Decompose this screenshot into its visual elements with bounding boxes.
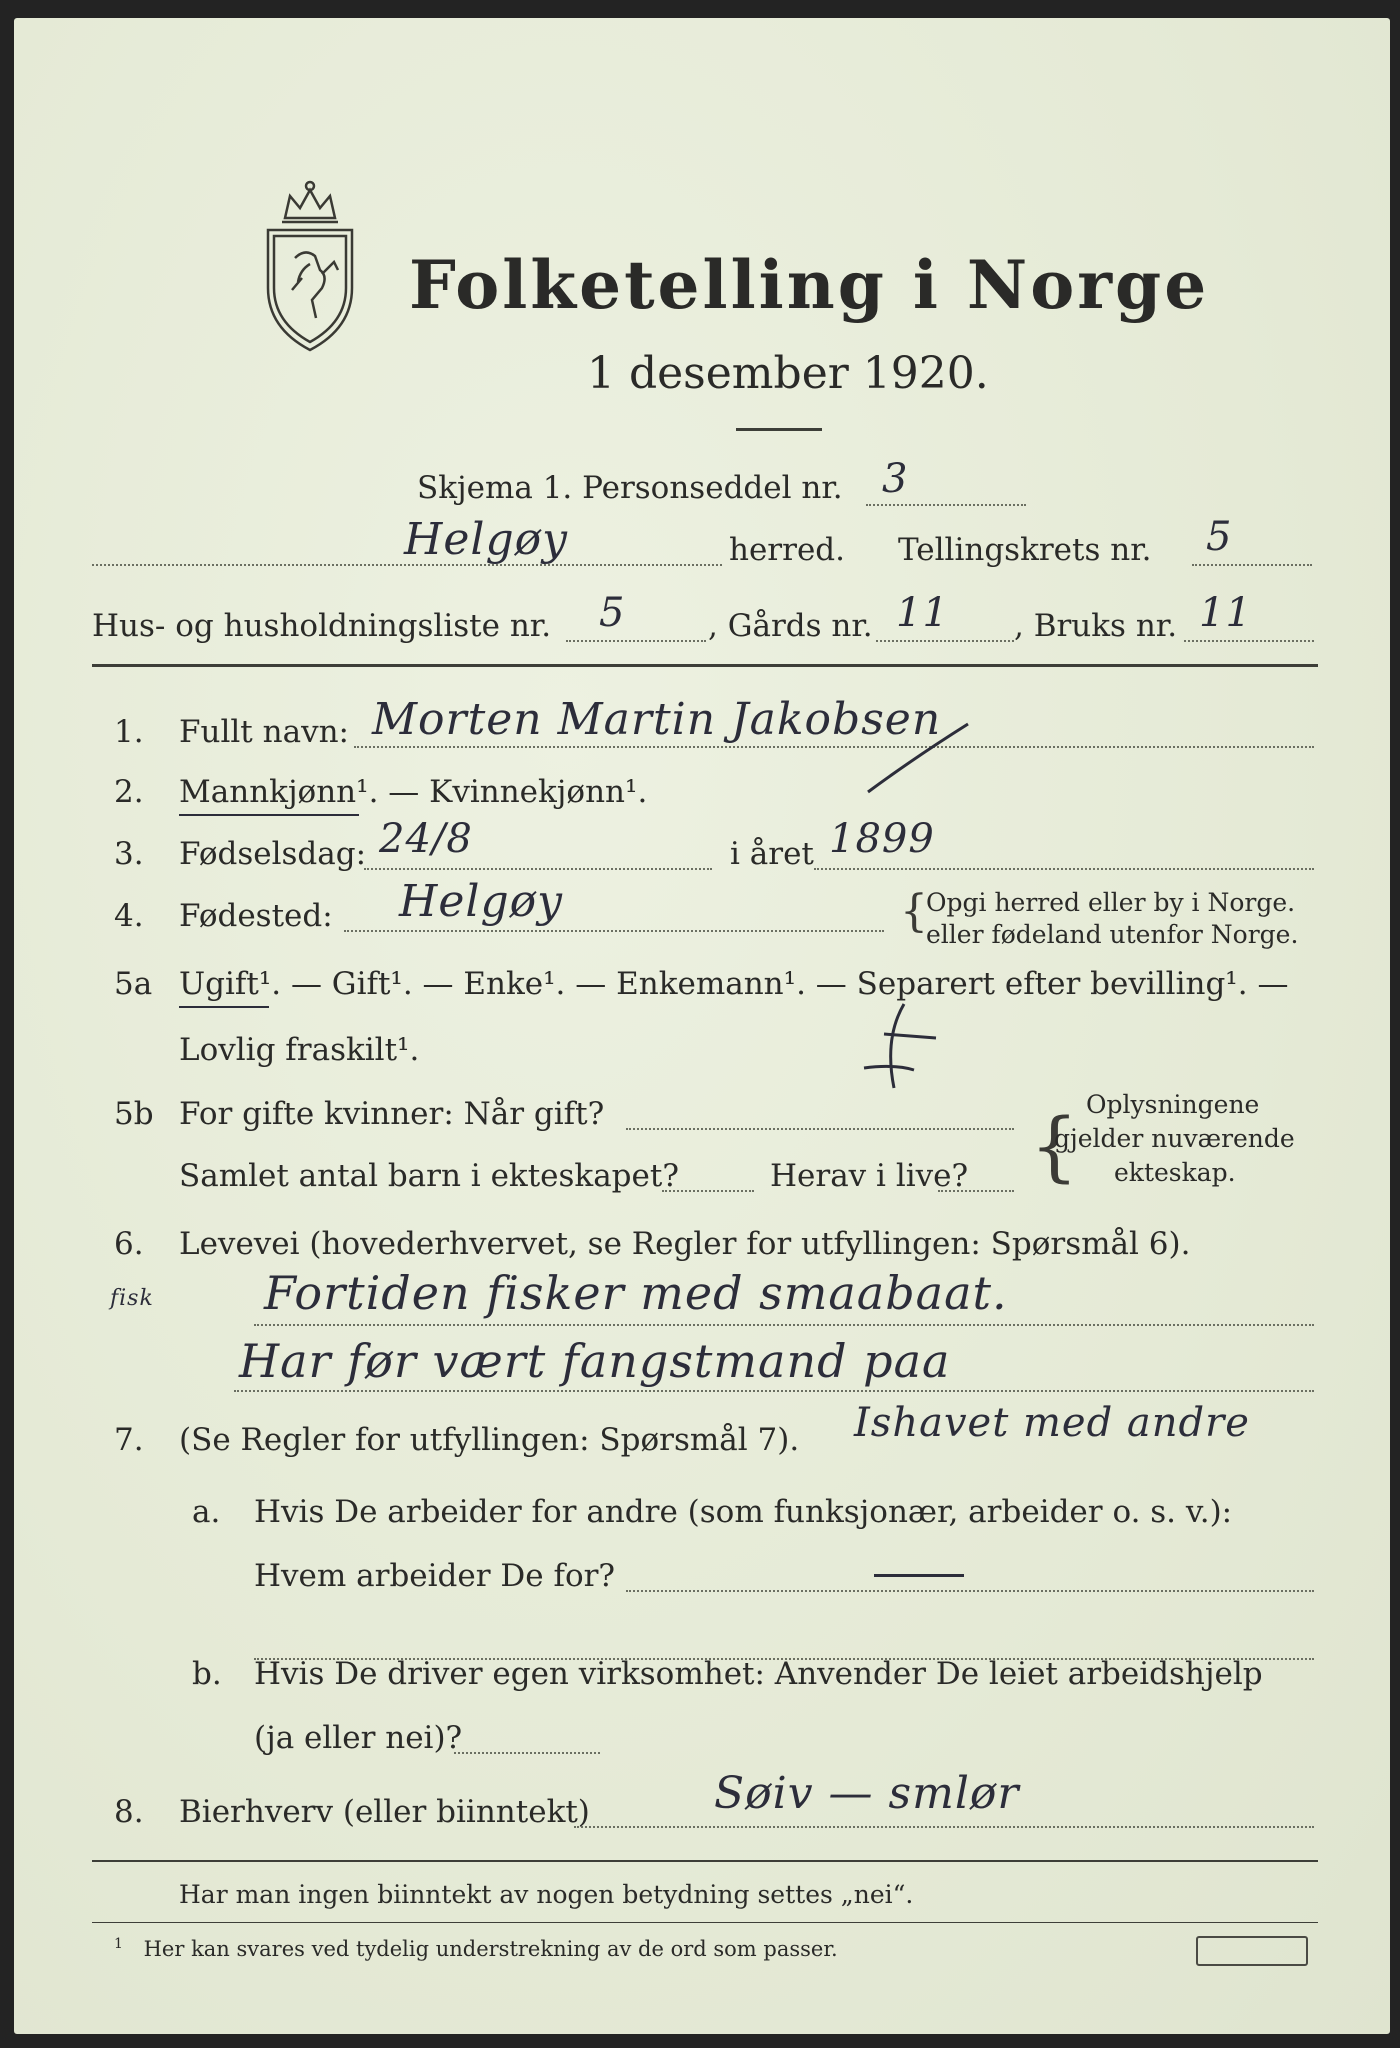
q5b-note-line3: ekteskap. [1114, 1158, 1236, 1187]
husholdningsliste-value[interactable]: 5 [599, 590, 626, 636]
title-divider [736, 428, 822, 431]
form-title: Folketelling i Norge [409, 246, 1210, 324]
q2-male-label: Mannkjønn¹. [179, 774, 379, 810]
census-form-sheet [14, 18, 1390, 2034]
tellingskrets-value[interactable]: 5 [1206, 514, 1233, 560]
q7b-yesno-value-line [454, 1752, 600, 1754]
q1-value-line [354, 746, 1314, 748]
q7a-dash-mark [874, 1574, 964, 1577]
q2-number: 2. [114, 774, 144, 810]
q5a-number: 5a [114, 966, 153, 1002]
q5b-children-value-line [662, 1190, 754, 1192]
q5b-alive-label: Herav i live? [770, 1158, 969, 1194]
schema-value-line [866, 504, 1026, 506]
q6-answer-line3-text[interactable]: Ishavet med andre [854, 1400, 1250, 1446]
q3-number: 3. [114, 836, 144, 872]
q3-birthday[interactable]: 24/8 [379, 816, 473, 862]
q6-label: Levevei (hovederhvervet, se Regler for utfyllingen: Spørsmål 6). [179, 1226, 1191, 1262]
q4-note-line1: Opgi herred eller by i Norge. [926, 888, 1296, 917]
q4-label: Fødested: [179, 898, 333, 934]
q6-answer-line1 [254, 1324, 1314, 1326]
q3-label: Fødselsdag: [179, 836, 367, 872]
gards-label: , Gårds nr. [708, 608, 873, 644]
q8-number: 8. [114, 1794, 144, 1830]
q7b-number: b. [192, 1656, 222, 1692]
q5b-married-label: For gifte kvinner: Når gift? [179, 1096, 605, 1132]
tellingskrets-value-line [1192, 564, 1312, 566]
q4-number: 4. [114, 898, 144, 934]
bruks-value-line [1184, 640, 1314, 642]
q6-number: 6. [114, 1226, 144, 1262]
footer-divider [92, 1860, 1318, 1862]
q8-side-income[interactable]: Søiv — smlør [714, 1768, 1020, 1819]
q6-margin-note: fisk [110, 1286, 154, 1311]
q5b-note-line2: gjelder nuværende [1054, 1124, 1295, 1153]
q7-label: (Se Regler for utfyllingen: Spørsmål 7). [179, 1422, 800, 1458]
q5b-number: 5b [114, 1096, 154, 1132]
q4-note-brace: { [900, 886, 928, 937]
footnote [114, 1936, 838, 1961]
printer-stamp [1196, 1936, 1308, 1966]
footnote-divider [92, 1922, 1318, 1923]
schema-value[interactable]: 3 [882, 456, 909, 502]
q4-birthplace[interactable]: Helgøy [399, 876, 563, 927]
q5a-ugift-underline [179, 1006, 269, 1008]
q5b-children-label: Samlet antal barn i ekteskapet? [179, 1158, 679, 1194]
q2-male-underline [179, 814, 359, 816]
q7-number: 7. [114, 1422, 144, 1458]
q1-full-name[interactable]: Morten Martin Jakobsen [372, 694, 942, 745]
q4-note-line2: eller fødeland utenfor Norge. [926, 920, 1299, 949]
q2-male-option[interactable] [179, 774, 647, 810]
gards-value-line [876, 640, 1014, 642]
q8-value-line [574, 1826, 1314, 1828]
schema-label: Skjema 1. Personseddel nr. [417, 470, 843, 506]
handwritten-stroke [844, 998, 954, 1098]
footnote-text: Her kan svares ved tydelig understrekning av de ord som passer. [143, 1937, 838, 1961]
q5a-option-fraskilt[interactable]: Lovlig fraskilt¹. [179, 1032, 420, 1068]
q3-year-value-line [814, 868, 1314, 870]
q2-separator: — [388, 774, 420, 810]
q7b-yesno-label: (ja eller nei)? [254, 1720, 463, 1756]
q7a-employer-label: Hvem arbeider De for? [254, 1558, 616, 1594]
q6-answer-line1-text[interactable]: Fortiden fisker med smaabaat. [264, 1266, 1008, 1320]
q3-year-label: i året [730, 836, 814, 872]
header-divider [92, 664, 1318, 667]
husholdningsliste-label: Hus- og husholdningsliste nr. [92, 608, 552, 644]
q3-birth-year[interactable]: 1899 [829, 816, 935, 862]
gards-value[interactable]: 11 [896, 590, 949, 636]
q5a-options[interactable]: Ugift¹. — Gift¹. — Enke¹. — Enkemann¹. — Separert efter bevilling¹. — [179, 966, 1289, 1002]
q7a-letter: a. [192, 1494, 221, 1530]
bruks-value[interactable]: 11 [1199, 590, 1252, 636]
q6-answer-line2 [234, 1390, 1314, 1392]
footer-note: Har man ingen biinntekt av nogen betydning settes „nei“. [179, 1880, 914, 1909]
q5b-married-value-line [626, 1128, 1014, 1130]
q1-label: Fullt navn: [179, 714, 349, 750]
q5b-alive-value-line [938, 1190, 1014, 1192]
q7a-employer-value-line [626, 1590, 1314, 1592]
handwritten-stroke [864, 718, 974, 798]
q8-label: Bierhverv (eller biinntekt) [179, 1794, 590, 1830]
herred-label: herred. [729, 532, 845, 568]
husholdningsliste-value-line [566, 640, 706, 642]
q5b-note-line1: Oplysningene [1086, 1090, 1260, 1119]
q5b-note-brace: { [1030, 1101, 1079, 1190]
q2-female-label: Kvinnekjønn¹. [429, 774, 648, 810]
q3-value-line [364, 868, 712, 870]
tellingskrets-label: Tellingskrets nr. [898, 532, 1152, 568]
coat-of-arms-icon [250, 178, 370, 358]
q7a-question: Hvis De arbeider for andre (som funksjonær, arbeider o. s. v.): [254, 1494, 1233, 1530]
q7b-question: Hvis De driver egen virksomhet: Anvender De leiet arbeidshjelp [254, 1656, 1263, 1692]
q6-answer-line2-text[interactable]: Har før vært fangstmand paa [239, 1334, 951, 1388]
q1-number: 1. [114, 714, 144, 750]
form-subtitle: 1 desember 1920. [587, 348, 989, 399]
bruks-label: , Bruks nr. [1014, 608, 1178, 644]
footnote-number: 1 [114, 1936, 123, 1952]
herred-value[interactable]: Helgøy [404, 514, 568, 565]
q4-value-line [344, 930, 884, 932]
